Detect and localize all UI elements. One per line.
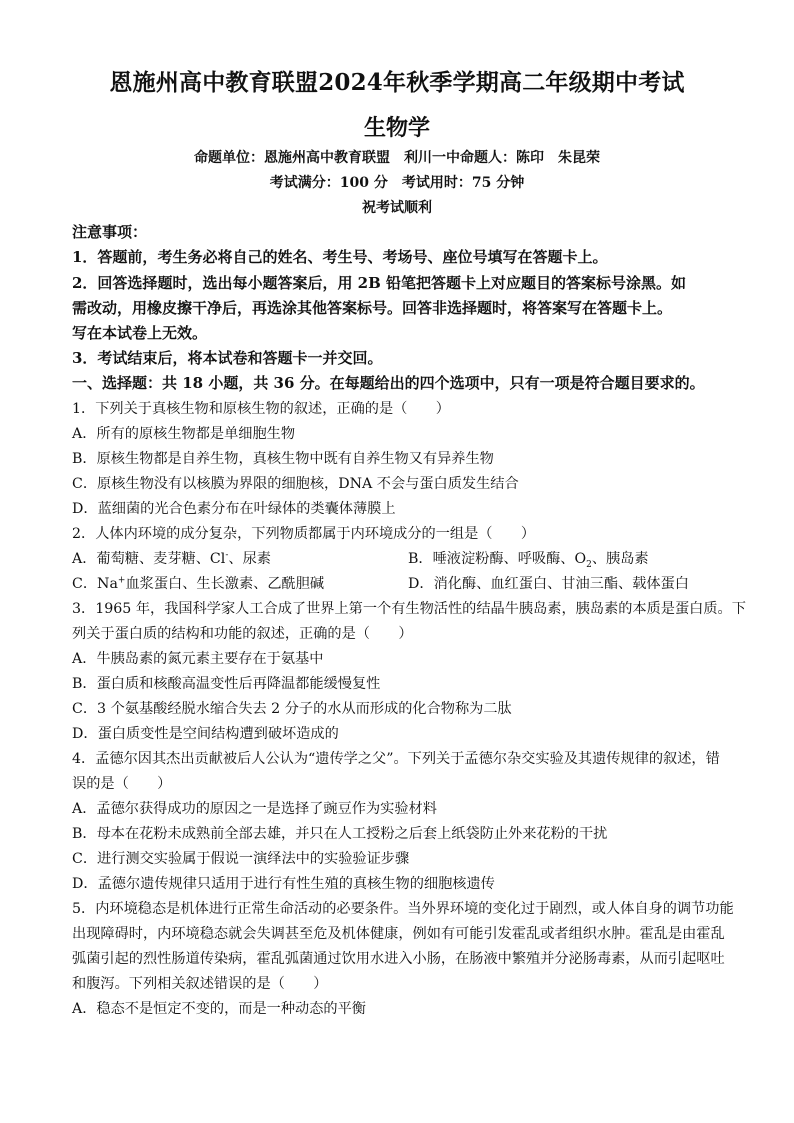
good-luck-line: 祝考试顺利 (362, 200, 432, 216)
section-heading: 一、选择题：共 18 小题，共 36 分。在每题给出的四个选项中，只有一项是符合题目要求的。 (72, 374, 705, 392)
question-1-option-c: C．原核生物没有以核膜为界限的细胞核，DNA 不会与蛋白质发生结合 (72, 476, 519, 492)
question-5-stem-line-3: 弧菌引起的烈性肠道传染病，霍乱弧菌通过饮用水进入小肠，在肠液中繁殖并分泌肠毒素，从而引起呕吐 (72, 951, 725, 967)
subject-title: 生物学 (363, 115, 430, 141)
question-2-option-b: B．唾液淀粉酶、呼吸酶、$O_2$、胰岛素 (408, 551, 649, 570)
question-4-option-c: C．进行测交实验属于假说一演绎法中的实验验证步骤 (72, 851, 410, 867)
exam-title: 恩施州高中教育联盟2024年秋季学期高二年级期中考试 (109, 69, 685, 96)
note-item-2-cont: 需改动，用橡皮擦干净后，再选涂其他答案标号。回答非选择题时，将答案写在答题卡上。 (72, 299, 673, 317)
note-item-3: 3．考试结束后，将本试卷和答题卡一并交回。 (72, 349, 383, 367)
question-4-option-d: D．孟德尔遗传规律只适用于进行有性生殖的真核生物的细胞核遗传 (72, 876, 495, 892)
question-5-option-a: A．稳态不是恒定不变的，而是一种动态的平衡 (72, 1001, 366, 1017)
question-3-option-d: D．蛋白质变性是空间结构遭到破坏造成的 (72, 726, 339, 742)
question-5-stem-line-2: 出现障碍时，内环境稳态就会失调甚至危及机体健康，例如有可能引发霍乱或者组织水肿。霍乱是由霍乱 (72, 926, 725, 942)
question-3-stem-cont: 列关于蛋白质的结构和功能的叙述，正确的是（ ） (72, 626, 413, 642)
notes-heading: 注意事项： (72, 223, 148, 241)
author-line: 命题单位：恩施州高中教育联盟 利川一中命题人：陈印 朱昆荣 (194, 150, 600, 166)
question-2-option-c: C．Na+血浆蛋白、生长激素、乙酰胆碱 (72, 575, 325, 592)
question-4-stem-cont: 误的是（ ） (72, 776, 172, 792)
exam-info-line: 考试满分：100 分 考试用时：75 分钟 (269, 175, 525, 191)
question-4-stem: 4．孟德尔因其杰出贡献被后人公认为“遗传学之父”。下列关于孟德尔杂交实验及其遗传规律的叙述，错 (72, 751, 720, 767)
question-3-stem: 3．1965 年，我国科学家人工合成了世界上第一个有生物活性的结晶牛胰岛素，胰岛素的本质是蛋白质。下 (72, 601, 746, 617)
question-4-option-a: A．孟德尔获得成功的原因之一是选择了豌豆作为实验材料 (72, 801, 437, 817)
question-3-option-b: B．蛋白质和核酸高温变性后再降温都能缓慢复性 (72, 676, 381, 692)
question-2-stem: 2．人体内环境的成分复杂，下列物质都属于内环境成分的一组是（ ） (72, 526, 536, 542)
question-3-option-a: A．牛胰岛素的氮元素主要存在于氨基中 (72, 651, 324, 667)
note-item-2-end: 写在本试卷上无效。 (72, 324, 208, 342)
question-1-option-a: A．所有的原核生物都是单细胞生物 (72, 426, 296, 442)
note-item-1: 1．答题前，考生务必将自己的姓名、考生号、考场号、座位号填写在答题卡上。 (72, 248, 608, 266)
question-1-option-d: D．蓝细菌的光合色素分布在叶绿体的类囊体薄膜上 (72, 501, 396, 517)
question-1-option-b: B．原核生物都是自养生物，真核生物中既有自养生物又有异养生物 (72, 451, 494, 467)
question-1-stem: 1．下列关于真核生物和原核生物的叙述，正确的是（ ） (72, 401, 450, 417)
question-3-option-c: C．3 个氨基酸经脱水缩合失去 2 分子的水从而形成的化合物称为二肽 (72, 701, 512, 717)
question-5-stem: 5．内环境稳态是机体进行正常生命活动的必要条件。当外界环境的变化过于剧烈，或人体自身的调节功能 (72, 901, 734, 917)
question-4-option-b: B．母本在花粉未成熟前全部去雄，并只在人工授粉之后套上纸袋防止外来花粉的干扰 (72, 826, 608, 842)
question-5-stem-line-4: 和腹泻。下列相关叙述错误的是（ ） (72, 976, 328, 992)
note-item-2: 2．回答选择题时，选出每小题答案后，用 2B 铅笔把答题卡上对应题目的答案标号涂黑。如 (72, 274, 687, 292)
question-2-option-a: A．葡萄糖、麦芽糖、Cl-、尿素 (72, 550, 271, 567)
question-2-option-d: D．消化酶、血红蛋白、甘油三酯、载体蛋白 (408, 576, 689, 592)
